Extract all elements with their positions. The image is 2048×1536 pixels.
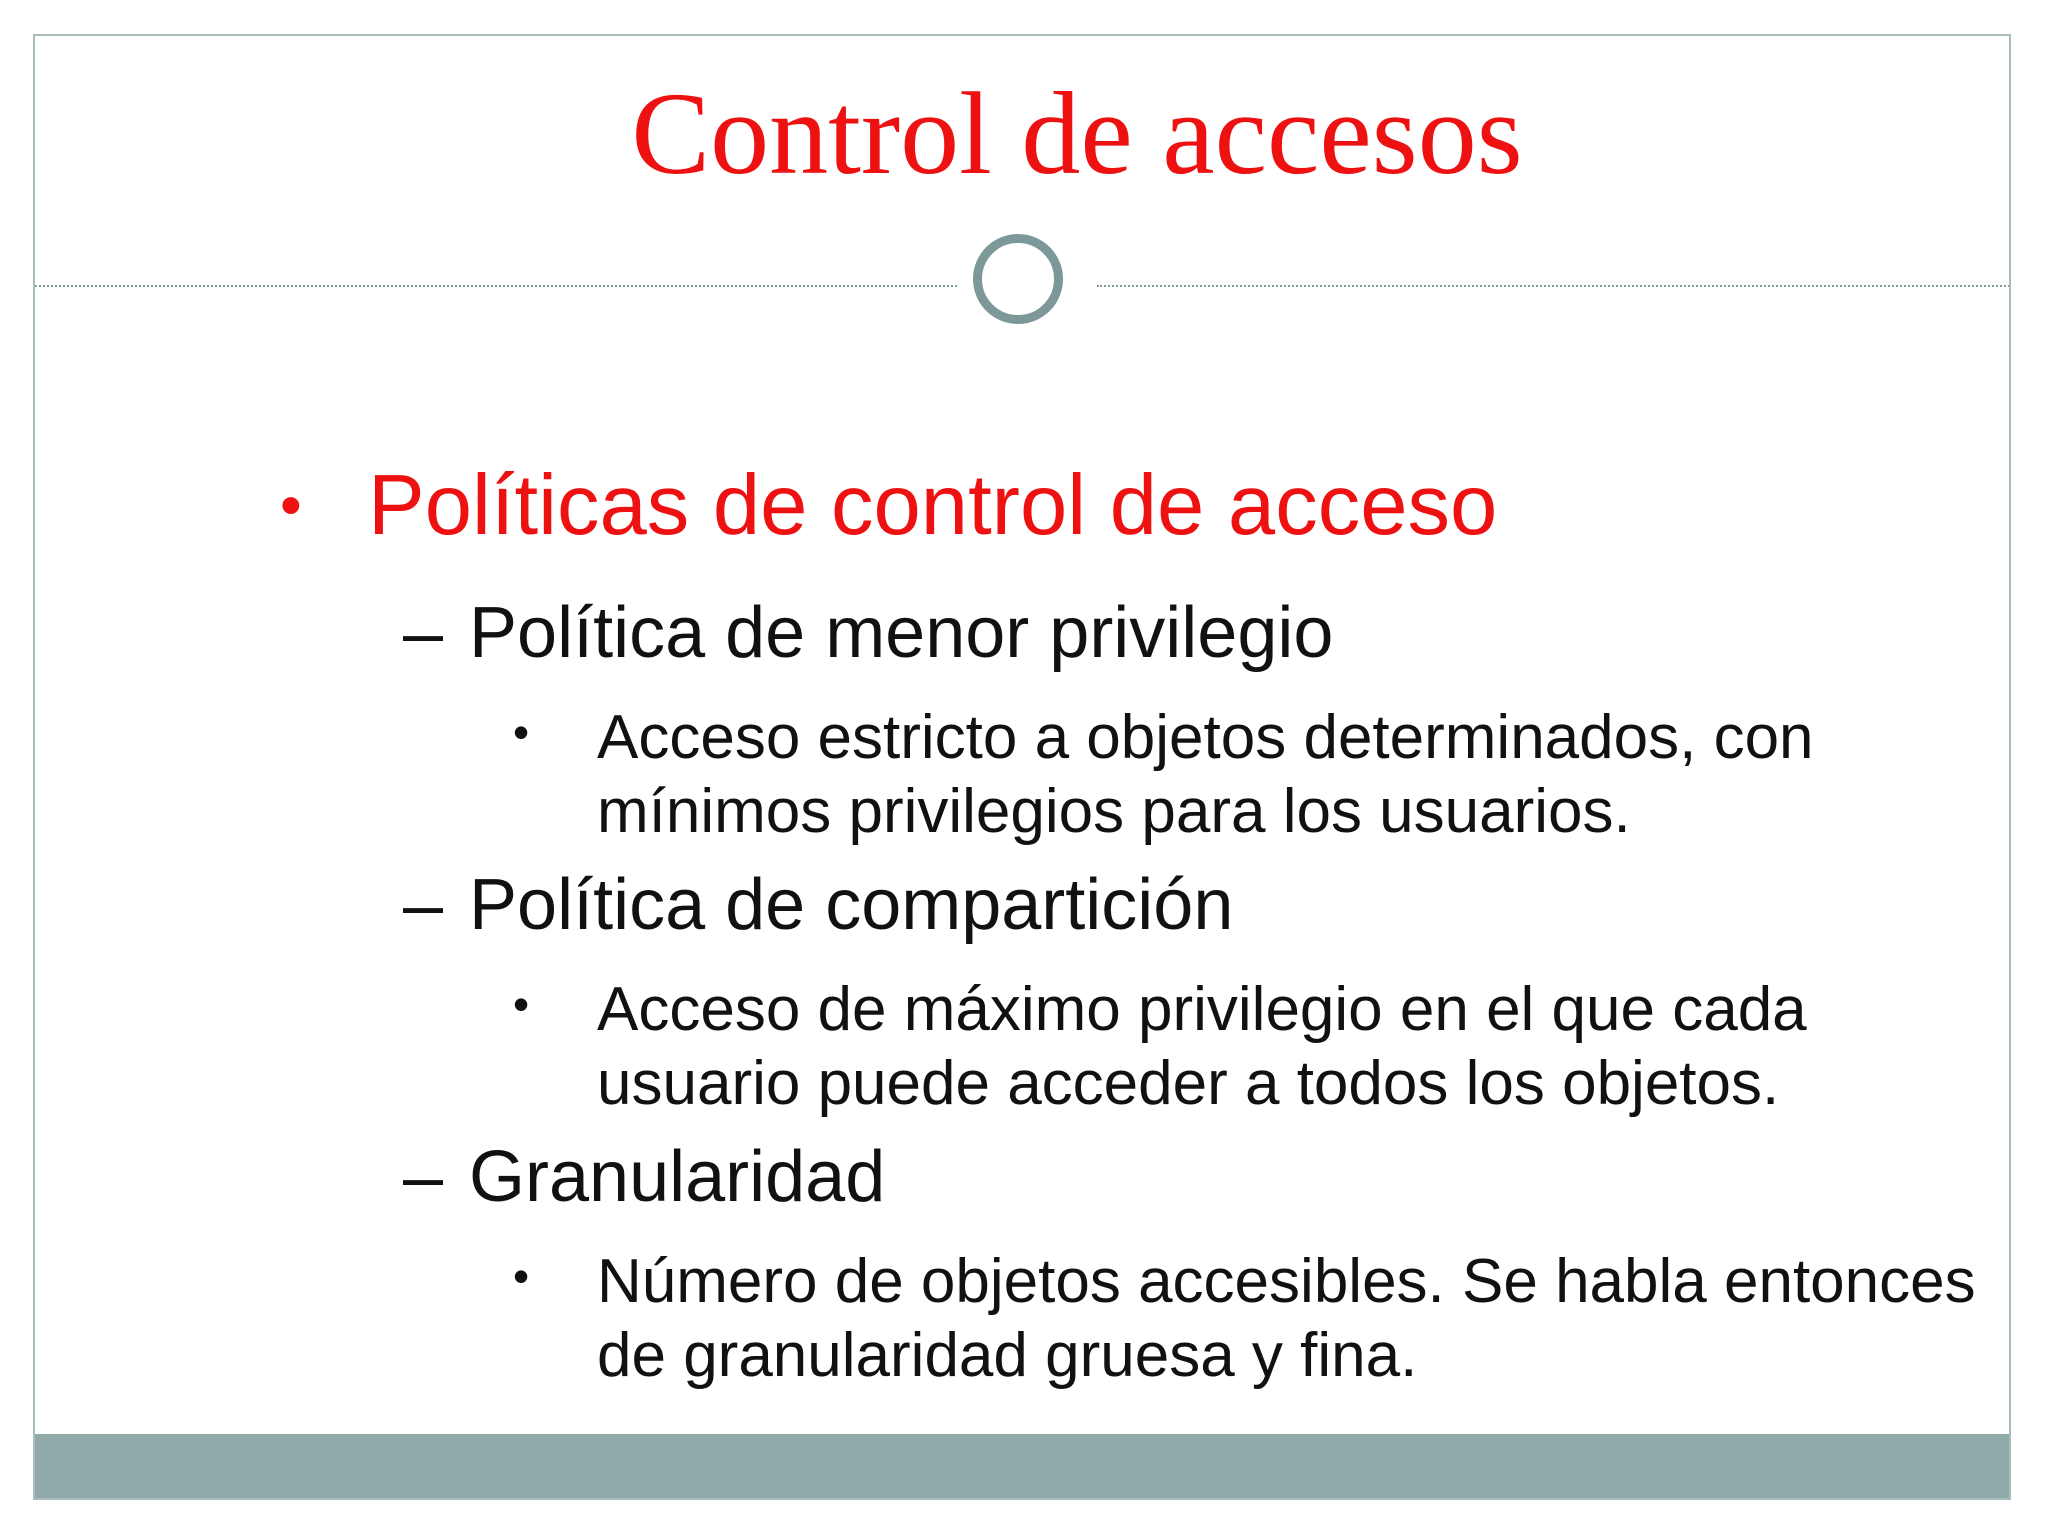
footer-bar bbox=[35, 1434, 2009, 1500]
section-detail-text: Acceso estricto a objetos determinados, con mínimos privilegios para los usuarios. bbox=[597, 703, 1814, 846]
dash-icon: – bbox=[403, 593, 444, 673]
slide-content bbox=[35, 36, 2009, 1498]
section-detail-text: Número de objetos accesibles. Se habla entonces de granularidad gruesa y fina. bbox=[597, 1247, 1976, 1390]
dash-icon: – bbox=[403, 865, 444, 945]
bullet-icon: • bbox=[513, 706, 530, 758]
section-title-text: Granularidad bbox=[469, 1137, 886, 1217]
heading-text: Políticas de control de acceso bbox=[368, 458, 1498, 553]
section-detail-text: Acceso de máximo privilegio en el que cada usuario puede acceder a todos los objetos. bbox=[597, 975, 1807, 1118]
slide bbox=[33, 34, 2011, 1500]
slide-title: Control de accesos bbox=[631, 68, 1523, 199]
bullet-icon: • bbox=[280, 471, 302, 540]
section-title-text: Política de menor privilegio bbox=[469, 593, 1334, 673]
section-title-text: Política de compartición bbox=[469, 865, 1234, 945]
bullet-icon: • bbox=[513, 1250, 530, 1302]
bullet-icon: • bbox=[513, 978, 530, 1030]
dash-icon: – bbox=[403, 1137, 444, 1217]
